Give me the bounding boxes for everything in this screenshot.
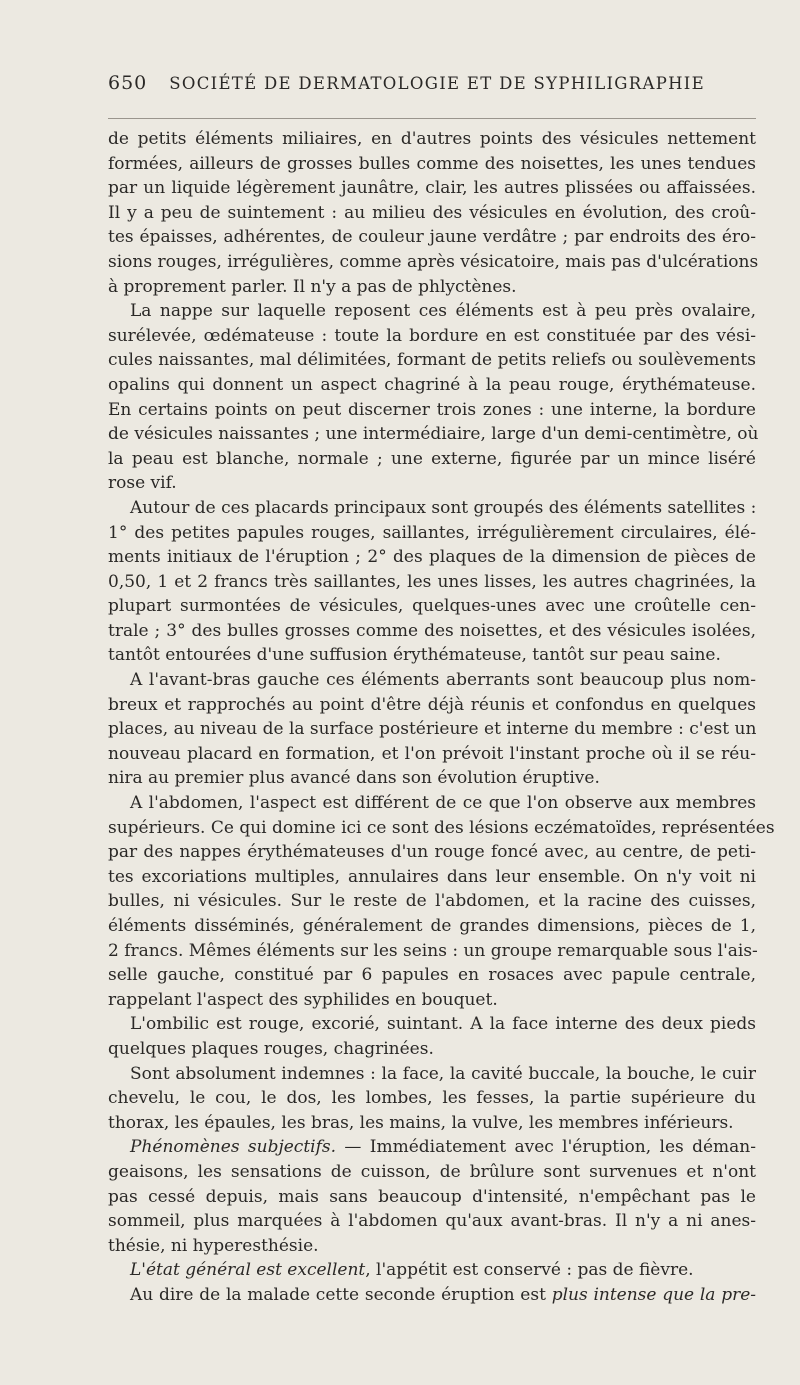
text-line: éléments disséminés, généralement de grandes dimensions, pièces de 1, — [108, 916, 756, 936]
body-text — [108, 127, 775, 1308]
text-line: tantôt entourées d'une suffusion érythémateuse, tantôt sur peau saine. — [108, 645, 721, 666]
text-line: pas cessé depuis, mais sans beaucoup d'intensité, n'empêchant pas le — [108, 1186, 756, 1207]
text-line-mixed — [108, 1135, 756, 1160]
italic-phrase: L'état général est excellent — [130, 1260, 366, 1281]
text-line: geaisons, les sensations de cuisson, de brûlure sont survenues et n'ont — [108, 1161, 756, 1182]
running-title: SOCIÉTÉ DE DERMATOLOGIE ET DE SYPHILIGRAPHIE — [169, 74, 705, 93]
text-line: rappelant l'aspect des syphilides en bouquet. — [108, 989, 498, 1010]
text-line: trale ; 3° des bulles grosses comme des noisettes, et des vésicules isolées, — [108, 620, 756, 641]
text-fragment: Au dire de la malade cette seconde éruption est — [130, 1284, 546, 1305]
text-line: thorax, les épaules, les bras, les mains, la vulve, les membres inférieurs. — [108, 1112, 734, 1133]
text-line: 1° des petites papules rouges, saillantes, irrégulièrement circulaires, élé- — [108, 522, 756, 543]
text-line: L'ombilic est rouge, excorié, suintant. A la face interne des deux pieds — [130, 1014, 756, 1035]
text-line: supérieurs. Ce qui domine ici ce sont des lésions eczématoïdes, représentées — [108, 817, 775, 838]
italic-heading: Phénomènes subjectifs. — [130, 1137, 337, 1158]
text-line: rose vif. — [108, 473, 177, 494]
text-line: selle gauche, constitué par 6 papules en rosaces avec papule centrale, — [108, 965, 756, 986]
text-line: par un liquide légèrement jaunâtre, clair, les autres plissées ou affaissées. — [108, 178, 756, 199]
text-line: chevelu, le cou, le dos, les lombes, les fesses, la partie supérieure du — [108, 1088, 756, 1109]
text-line: A l'avant-bras gauche ces éléments aberrants sont beaucoup plus nom- — [130, 670, 756, 691]
text-line: par des nappes érythémateuses d'un rouge foncé avec, au centre, de peti- — [108, 842, 756, 863]
text-line: 2 francs. Mêmes éléments sur les seins : un groupe remarquable sous l'ais- — [108, 940, 758, 961]
text-line: La nappe sur laquelle reposent ces éléments est à peu près ovalaire, — [130, 301, 756, 322]
text-line: cules naissantes, mal délimitées, formant de petits reliefs ou soulèvements — [108, 350, 756, 371]
text-line-mixed — [108, 1283, 756, 1308]
text-line: de vésicules naissantes ; une intermédiaire, large d'un demi-centimètre, où — [108, 424, 759, 445]
text-line: bulles, ni vésicules. Sur le reste de l'abdomen, et la racine des cuisses, — [108, 891, 756, 912]
text-line: quelques plaques rouges, chagrinées. — [108, 1038, 434, 1059]
italic-phrase: plus intense que la pre- — [551, 1284, 757, 1305]
text-line: Sont absolument indemnes : la face, la cavité buccale, la bouche, le cuir — [130, 1063, 756, 1084]
text-line: surélevée, œdémateuse : toute la bordure en est constituée par des vési- — [108, 325, 756, 346]
page-header — [108, 72, 756, 102]
text-line-mixed — [108, 1258, 756, 1283]
text-line: sommeil, plus marquées à l'abdomen qu'aux avant-bras. Il n'y a ni anes- — [108, 1211, 756, 1232]
text-line: A l'abdomen, l'aspect est différent de ce que l'on observe aux membres — [130, 793, 756, 814]
text-line: ments initiaux de l'éruption ; 2° des plaques de la dimension de pièces de — [108, 547, 756, 568]
text-line: la peau est blanche, normale ; une externe, figurée par un mince liséré — [108, 448, 756, 469]
text-line: sions rouges, irrégulières, comme après vésicatoire, mais pas d'ulcérations — [108, 251, 759, 272]
page-number: 650 — [108, 72, 148, 94]
text-line: Il y a peu de suintement : au milieu des vésicules en évolution, des croû- — [108, 202, 756, 223]
text-line: 0,50, 1 et 2 francs très saillantes, les unes lisses, les autres chagrinées, la — [108, 571, 756, 592]
text-line: formées, ailleurs de grosses bulles comme des noisettes, les unes tendues — [108, 153, 756, 174]
text-line: breux et rapprochés au point d'être déjà réunis et confondus en quelques — [108, 694, 756, 715]
header-rule — [108, 118, 756, 119]
text-fragment: — Immédiatement avec l'éruption, les déman- — [344, 1137, 756, 1158]
text-line: places, au niveau de la surface postérieure et interne du membre : c'est un — [108, 719, 757, 740]
text-line: plupart surmontées de vésicules, quelques-unes avec une croûtelle cen- — [108, 596, 756, 617]
text-line: Autour de ces placards principaux sont groupés des éléments satellites : — [130, 497, 757, 518]
text-line: opalins qui donnent un aspect chagriné à la peau rouge, érythémateuse. — [108, 374, 756, 395]
text-line: à proprement parler. Il n'y a pas de phlyctènes. — [108, 276, 517, 297]
text-line: thésie, ni hyperesthésie. — [108, 1235, 319, 1256]
text-line: de petits éléments miliaires, en d'autres points des vésicules nettement — [108, 129, 756, 149]
text-line: tes épaisses, adhérentes, de couleur jaune verdâtre ; par endroits des éro- — [108, 227, 756, 248]
text-line: nouveau placard en formation, et l'on prévoit l'instant proche où il se réu- — [108, 743, 756, 764]
text-line: tes excoriations multiples, annulaires dans leur ensemble. On n'y voit ni — [108, 866, 756, 887]
text-line: nira au premier plus avancé dans son évolution éruptive. — [108, 768, 600, 789]
text-line: En certains points on peut discerner trois zones : une interne, la bordure — [108, 399, 756, 420]
text-fragment: , l'appétit est conservé : pas de fièvre. — [365, 1260, 694, 1281]
